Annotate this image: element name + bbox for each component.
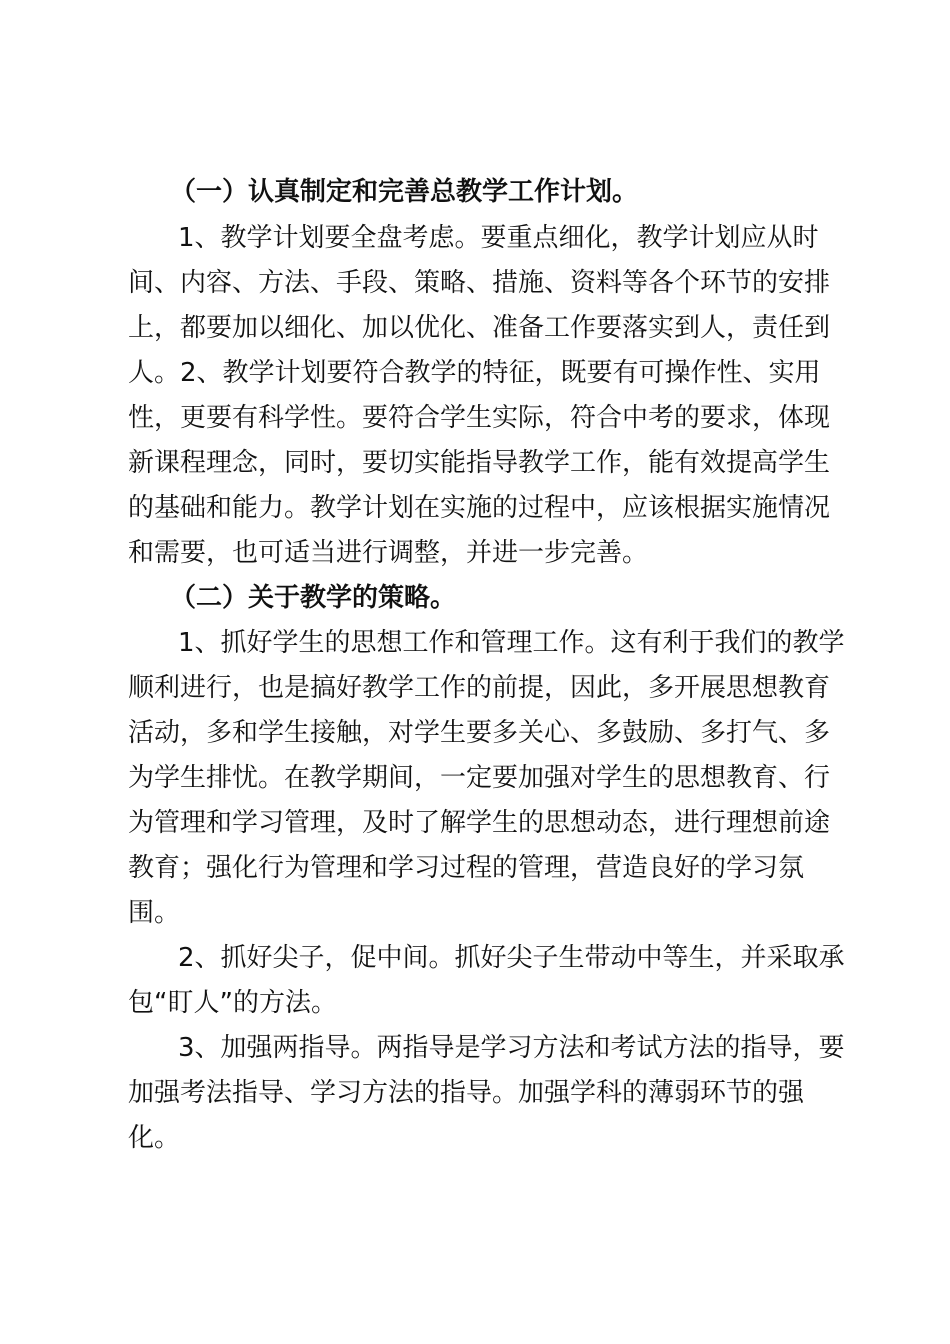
paragraph-line: 新课程理念，同时，要切实能指导教学工作，能有效提高学生 [128, 448, 831, 478]
paragraph-line: 为学生排忧。在教学期间，一定要加强对学生的思想教育、行 [128, 763, 831, 793]
paragraph-line: 1、抓好学生的思想工作和管理工作。这有利于我们的教学 [178, 628, 845, 658]
section-heading-2: （二）关于教学的策略。 [170, 583, 457, 613]
paragraph-line: 为管理和学习管理，及时了解学生的思想动态，进行理想前途 [128, 808, 831, 838]
paragraph-line: 包“盯人”的方法。 [128, 988, 337, 1018]
paragraph-line: 活动，多和学生接触，对学生要多关心、多鼓励、多打气、多 [128, 718, 831, 748]
paragraph-line: 上，都要加以细化、加以优化、准备工作要落实到人，责任到 [128, 313, 831, 343]
paragraph-line: 加强考法指导、学习方法的指导。加强学科的薄弱环节的强 [128, 1078, 805, 1108]
paragraph-line: 性，更要有科学性。要符合学生实际，符合中考的要求，体现 [128, 403, 831, 433]
paragraph-line: 顺利进行，也是搞好教学工作的前提，因此，多开展思想教育 [128, 673, 831, 703]
paragraph-line: 间、内容、方法、手段、策略、措施、资料等各个环节的安排 [128, 268, 831, 298]
section-heading-1: （一）认真制定和完善总教学工作计划。 [170, 177, 639, 207]
paragraph-line: 教育；强化行为管理和学习过程的管理，营造良好的学习氛 [128, 853, 805, 883]
paragraph-line: 围。 [128, 898, 181, 928]
paragraph-line: 和需要，也可适当进行调整，并进一步完善。 [128, 538, 649, 568]
paragraph-line: 3、加强两指导。两指导是学习方法和考试方法的指导，要 [178, 1033, 845, 1063]
paragraph-line: 化。 [128, 1123, 181, 1153]
paragraph-line: 的基础和能力。教学计划在实施的过程中，应该根据实施情况 [128, 493, 831, 523]
paragraph-line: 人。2、教学计划要符合教学的特征，既要有可操作性、实用 [128, 358, 821, 388]
paragraph-line: 2、抓好尖子，促中间。抓好尖子生带动中等生，并采取承 [178, 943, 845, 973]
paragraph-line: 1、教学计划要全盘考虑。要重点细化，教学计划应从时 [178, 223, 819, 253]
